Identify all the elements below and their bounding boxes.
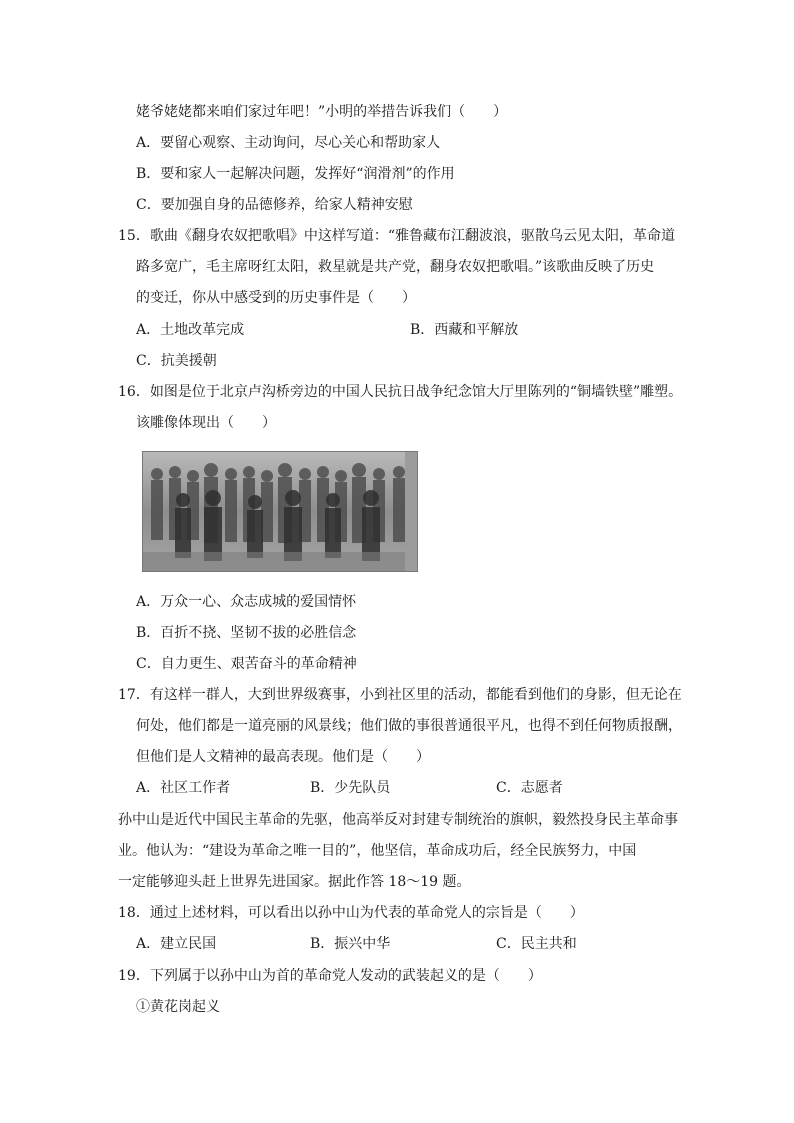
q18-option-a: A．建立民国 — [136, 936, 217, 952]
q16-option-a: A．万众一心、众志成城的爱国情怀 — [136, 594, 357, 610]
q16-option-c: C．自力更生、艰苦奋斗的革命精神 — [136, 656, 357, 672]
q15-option-c: C．抗美援朝 — [136, 353, 217, 369]
material-line-1: 孙中山是近代中国民主革命的先驱，他高举反对封建专制统治的旗帜，毅然投身民主革命事 — [118, 812, 678, 828]
q17-stem-line-1: 17．有这样一群人，大到世界级赛事，小到社区里的活动，都能看到他们的身影，但无论在 — [118, 687, 682, 703]
q16-stem-line-1: 16．如图是位于北京卢沟桥旁边的中国人民抗日战争纪念馆大厅里陈列的“铜墙铁壁”雕塑。 — [118, 384, 683, 400]
bronze-wall-sculpture-image — [142, 451, 418, 572]
q19-item-1: ①黄花岗起义 — [136, 999, 220, 1015]
q15-stem-line-3: 的变迁，你从中感受到的历史事件是（ ） — [136, 290, 416, 306]
q17-option-b: B．少先队员 — [310, 780, 391, 796]
q17-stem-line-3: 但他们是人文精神的最高表现。他们是（ ） — [136, 749, 430, 765]
material-line-3: 一定能够迎头赶上世界先进国家。据此作答 18～19 题。 — [118, 874, 471, 890]
q17-stem-line-2: 何处，他们都是一道亮丽的风景线；他们做的事很普通很平凡，也得不到任何物质报酬， — [136, 718, 682, 734]
q14-option-c: C．要加强自身的品德修养，给家人精神安慰 — [136, 197, 413, 213]
q18-stem: 18．通过上述材料，可以看出以孙中山为代表的革命党人的宗旨是（ ） — [118, 905, 584, 921]
q14-option-a: A．要留心观察、主动询问，尽心关心和帮助家人 — [136, 135, 441, 151]
q17-option-c: C．志愿者 — [496, 780, 563, 796]
q18-option-b: B．振兴中华 — [310, 936, 391, 952]
q15-stem-line-1: 15．歌曲《翻身农奴把歌唱》中这样写道：“雅鲁藏布江翻波浪，驱散乌云见太阳，革命道 — [118, 228, 675, 244]
q17-option-a: A．社区工作者 — [136, 780, 231, 796]
q19-stem: 19．下列属于以孙中山为首的革命党人发动的武装起义的是（ ） — [118, 968, 542, 984]
q16-option-b: B．百折不挠、坚韧不拔的必胜信念 — [136, 625, 357, 641]
q15-option-b: B．西藏和平解放 — [410, 322, 519, 338]
q16-stem-line-2: 该雕像体现出（ ） — [136, 415, 276, 431]
q15-stem-line-2: 路多宽广，毛主席呀红太阳，救星就是共产党，翻身农奴把歌唱。”该歌曲反映了历史 — [136, 259, 655, 275]
q18-option-c: C．民主共和 — [496, 936, 577, 952]
sculpture-photo-illustration — [143, 452, 417, 571]
q14-option-b: B．要和家人一起解决问题，发挥好“润滑剂”的作用 — [136, 166, 455, 182]
q15-option-a: A．土地改革完成 — [136, 322, 245, 338]
material-line-2: 业。他认为：“建设为革命之唯一目的”，他坚信，革命成功后，经全民族努力，中国 — [118, 843, 637, 859]
q14-stem-end: 姥爷姥姥都来咱们家过年吧！”小明的举措告诉我们（ ） — [136, 104, 508, 120]
